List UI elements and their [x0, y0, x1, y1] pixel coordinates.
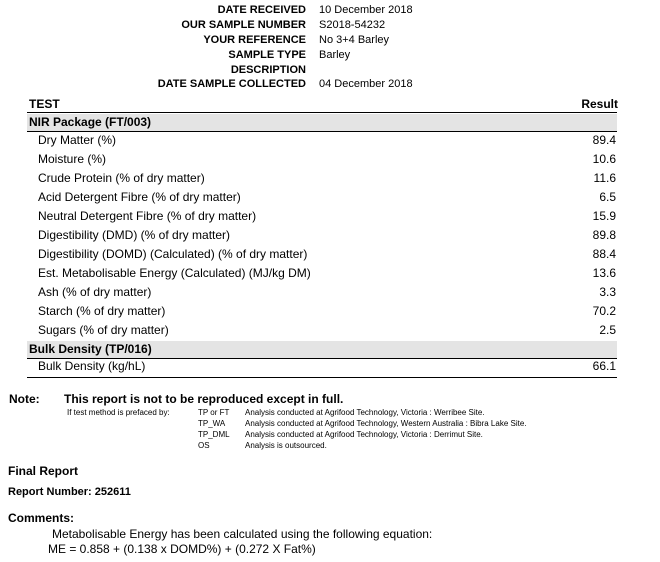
table-row [27, 283, 617, 302]
header-value: S2018-54232 [319, 19, 386, 31]
final-report-title: Final Report [8, 464, 79, 478]
test-name: Acid Detergent Fibre (% of dry matter) [38, 190, 241, 204]
header-label: OUR SAMPLE NUMBER [181, 19, 306, 31]
header-row-description [0, 63, 660, 78]
header-row-sample-number [0, 18, 660, 33]
table-row [27, 245, 617, 264]
test-name: Digestibility (DMD) (% of dry matter) [38, 228, 231, 242]
header-label: DESCRIPTION [230, 64, 306, 76]
header-label: DATE RECEIVED [217, 4, 306, 16]
prefix-code: TP or FT [198, 408, 230, 417]
prefix-code: TP_WA [198, 419, 226, 428]
comments-equation: ME = 0.858 + (0.138 x DOMD%) + (0.272 X Fat%) [48, 542, 316, 556]
test-name: Crude Protein (% of dry matter) [38, 171, 205, 185]
note-main-text: This report is not to be reproduced except in full. [64, 392, 344, 406]
prefix-text: Analysis is outsourced. [245, 441, 327, 450]
test-result: 88.4 [592, 247, 616, 261]
header-value: 10 December 2018 [319, 4, 413, 16]
prefix-text: Analysis conducted at Agrifood Technology, Western Australia : Bibra Lake Site. [245, 419, 527, 428]
prefix-code: OS [198, 441, 210, 450]
table-row [27, 302, 617, 321]
note-label: Note: [9, 392, 40, 406]
section-header-nir [27, 114, 617, 132]
test-name: Est. Metabolisable Energy (Calculated) (MJ/kg DM) [38, 266, 311, 280]
prefix-text: Analysis conducted at Agrifood Technology, Victoria : Derrimut Site. [245, 430, 483, 439]
header-row-date-received [0, 3, 660, 18]
table-bottom-rule [27, 377, 617, 378]
comments-line: Metabolisable Energy has been calculated using the following equation: [52, 527, 433, 541]
test-result: 66.1 [592, 359, 616, 373]
test-result: 3.3 [599, 285, 616, 299]
test-result: 2.5 [599, 323, 616, 337]
table-row [27, 131, 617, 150]
section-title: NIR Package (FT/003) [29, 115, 152, 129]
header-label: DATE SAMPLE COLLECTED [157, 78, 306, 90]
table-row [27, 357, 617, 376]
test-result: 89.8 [592, 228, 616, 242]
section-title: Bulk Density (TP/016) [29, 342, 152, 356]
prefix-code: TP_DML [198, 430, 230, 439]
test-result: 11.6 [593, 171, 616, 185]
table-row [27, 264, 617, 283]
table-row [27, 226, 617, 245]
comments-label: Comments: [8, 511, 75, 525]
test-result: 6.5 [599, 190, 616, 204]
table-header-rule [27, 112, 617, 113]
test-result: 15.9 [592, 209, 616, 223]
header-value: 04 December 2018 [319, 78, 413, 90]
header-label: SAMPLE TYPE [228, 49, 306, 61]
header-row-sample-type [0, 48, 660, 63]
test-result: 89.4 [592, 133, 616, 147]
table-row [27, 207, 617, 226]
test-name: Moisture (%) [38, 152, 107, 166]
column-header-result: Result [581, 97, 618, 111]
report-number: Report Number: 252611 [8, 486, 131, 498]
test-result: 70.2 [592, 304, 616, 318]
header-label: YOUR REFERENCE [203, 34, 306, 46]
test-name: Starch (% of dry matter) [38, 304, 166, 318]
prefix-intro: If test method is prefaced by: [67, 408, 170, 417]
test-result: 10.6 [592, 152, 616, 166]
test-name: Ash (% of dry matter) [38, 285, 152, 299]
column-header-test: TEST [29, 97, 60, 111]
table-row [27, 150, 617, 169]
test-name: Digestibility (DOMD) (Calculated) (% of dry matter) [38, 247, 308, 261]
table-row [27, 188, 617, 207]
table-row [27, 321, 617, 340]
test-name: Neutral Detergent Fibre (% of dry matter) [38, 209, 257, 223]
header-row-your-reference [0, 33, 660, 48]
table-row [27, 169, 617, 188]
header-value: No 3+4 Barley [319, 34, 390, 46]
header-value: Barley [319, 49, 351, 61]
header-row-date-collected [0, 77, 660, 92]
test-result: 13.6 [592, 266, 616, 280]
test-name: Bulk Density (kg/hL) [38, 359, 146, 373]
test-name: Dry Matter (%) [38, 133, 116, 147]
prefix-text: Analysis conducted at Agrifood Technology, Victoria : Werribee Site. [245, 408, 485, 417]
test-name: Sugars (% of dry matter) [38, 323, 169, 337]
